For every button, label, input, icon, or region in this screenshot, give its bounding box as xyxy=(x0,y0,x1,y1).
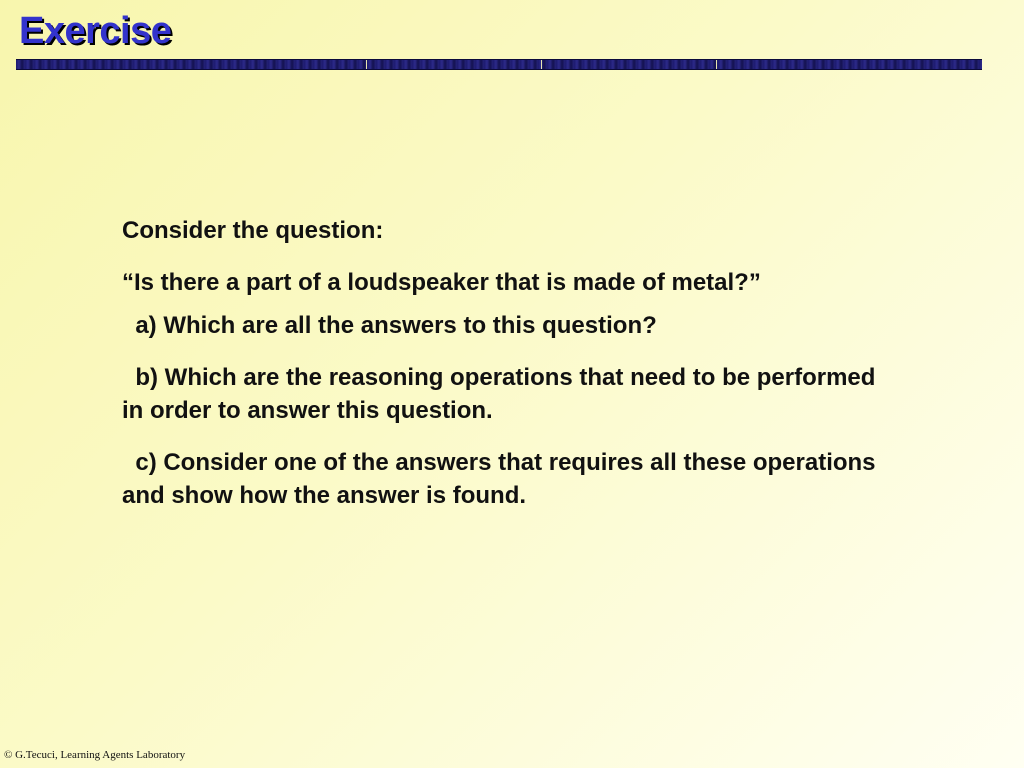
slide-body xyxy=(122,214,892,512)
slide-title: Exercise xyxy=(19,10,172,52)
exercise-item-a: a) Which are all the answers to this question? xyxy=(122,312,657,339)
divider-segment-gap xyxy=(541,60,542,69)
copyright-footer: © G.Tecuci, Learning Agents Laboratory xyxy=(4,749,186,761)
divider-segment-gap xyxy=(366,60,367,69)
exercise-item-b: b) Which are the reasoning operations that need to be performed in order to answer this question. xyxy=(122,364,883,424)
question-text: “Is there a part of a loudspeaker that is made of metal?” xyxy=(122,269,761,296)
exercise-item-c: c) Consider one of the answers that requires all these operations and show how the answer is found. xyxy=(122,449,883,509)
intro-text: Consider the question: xyxy=(122,217,384,244)
title-divider xyxy=(16,59,982,70)
divider-segment-gap xyxy=(716,60,717,69)
